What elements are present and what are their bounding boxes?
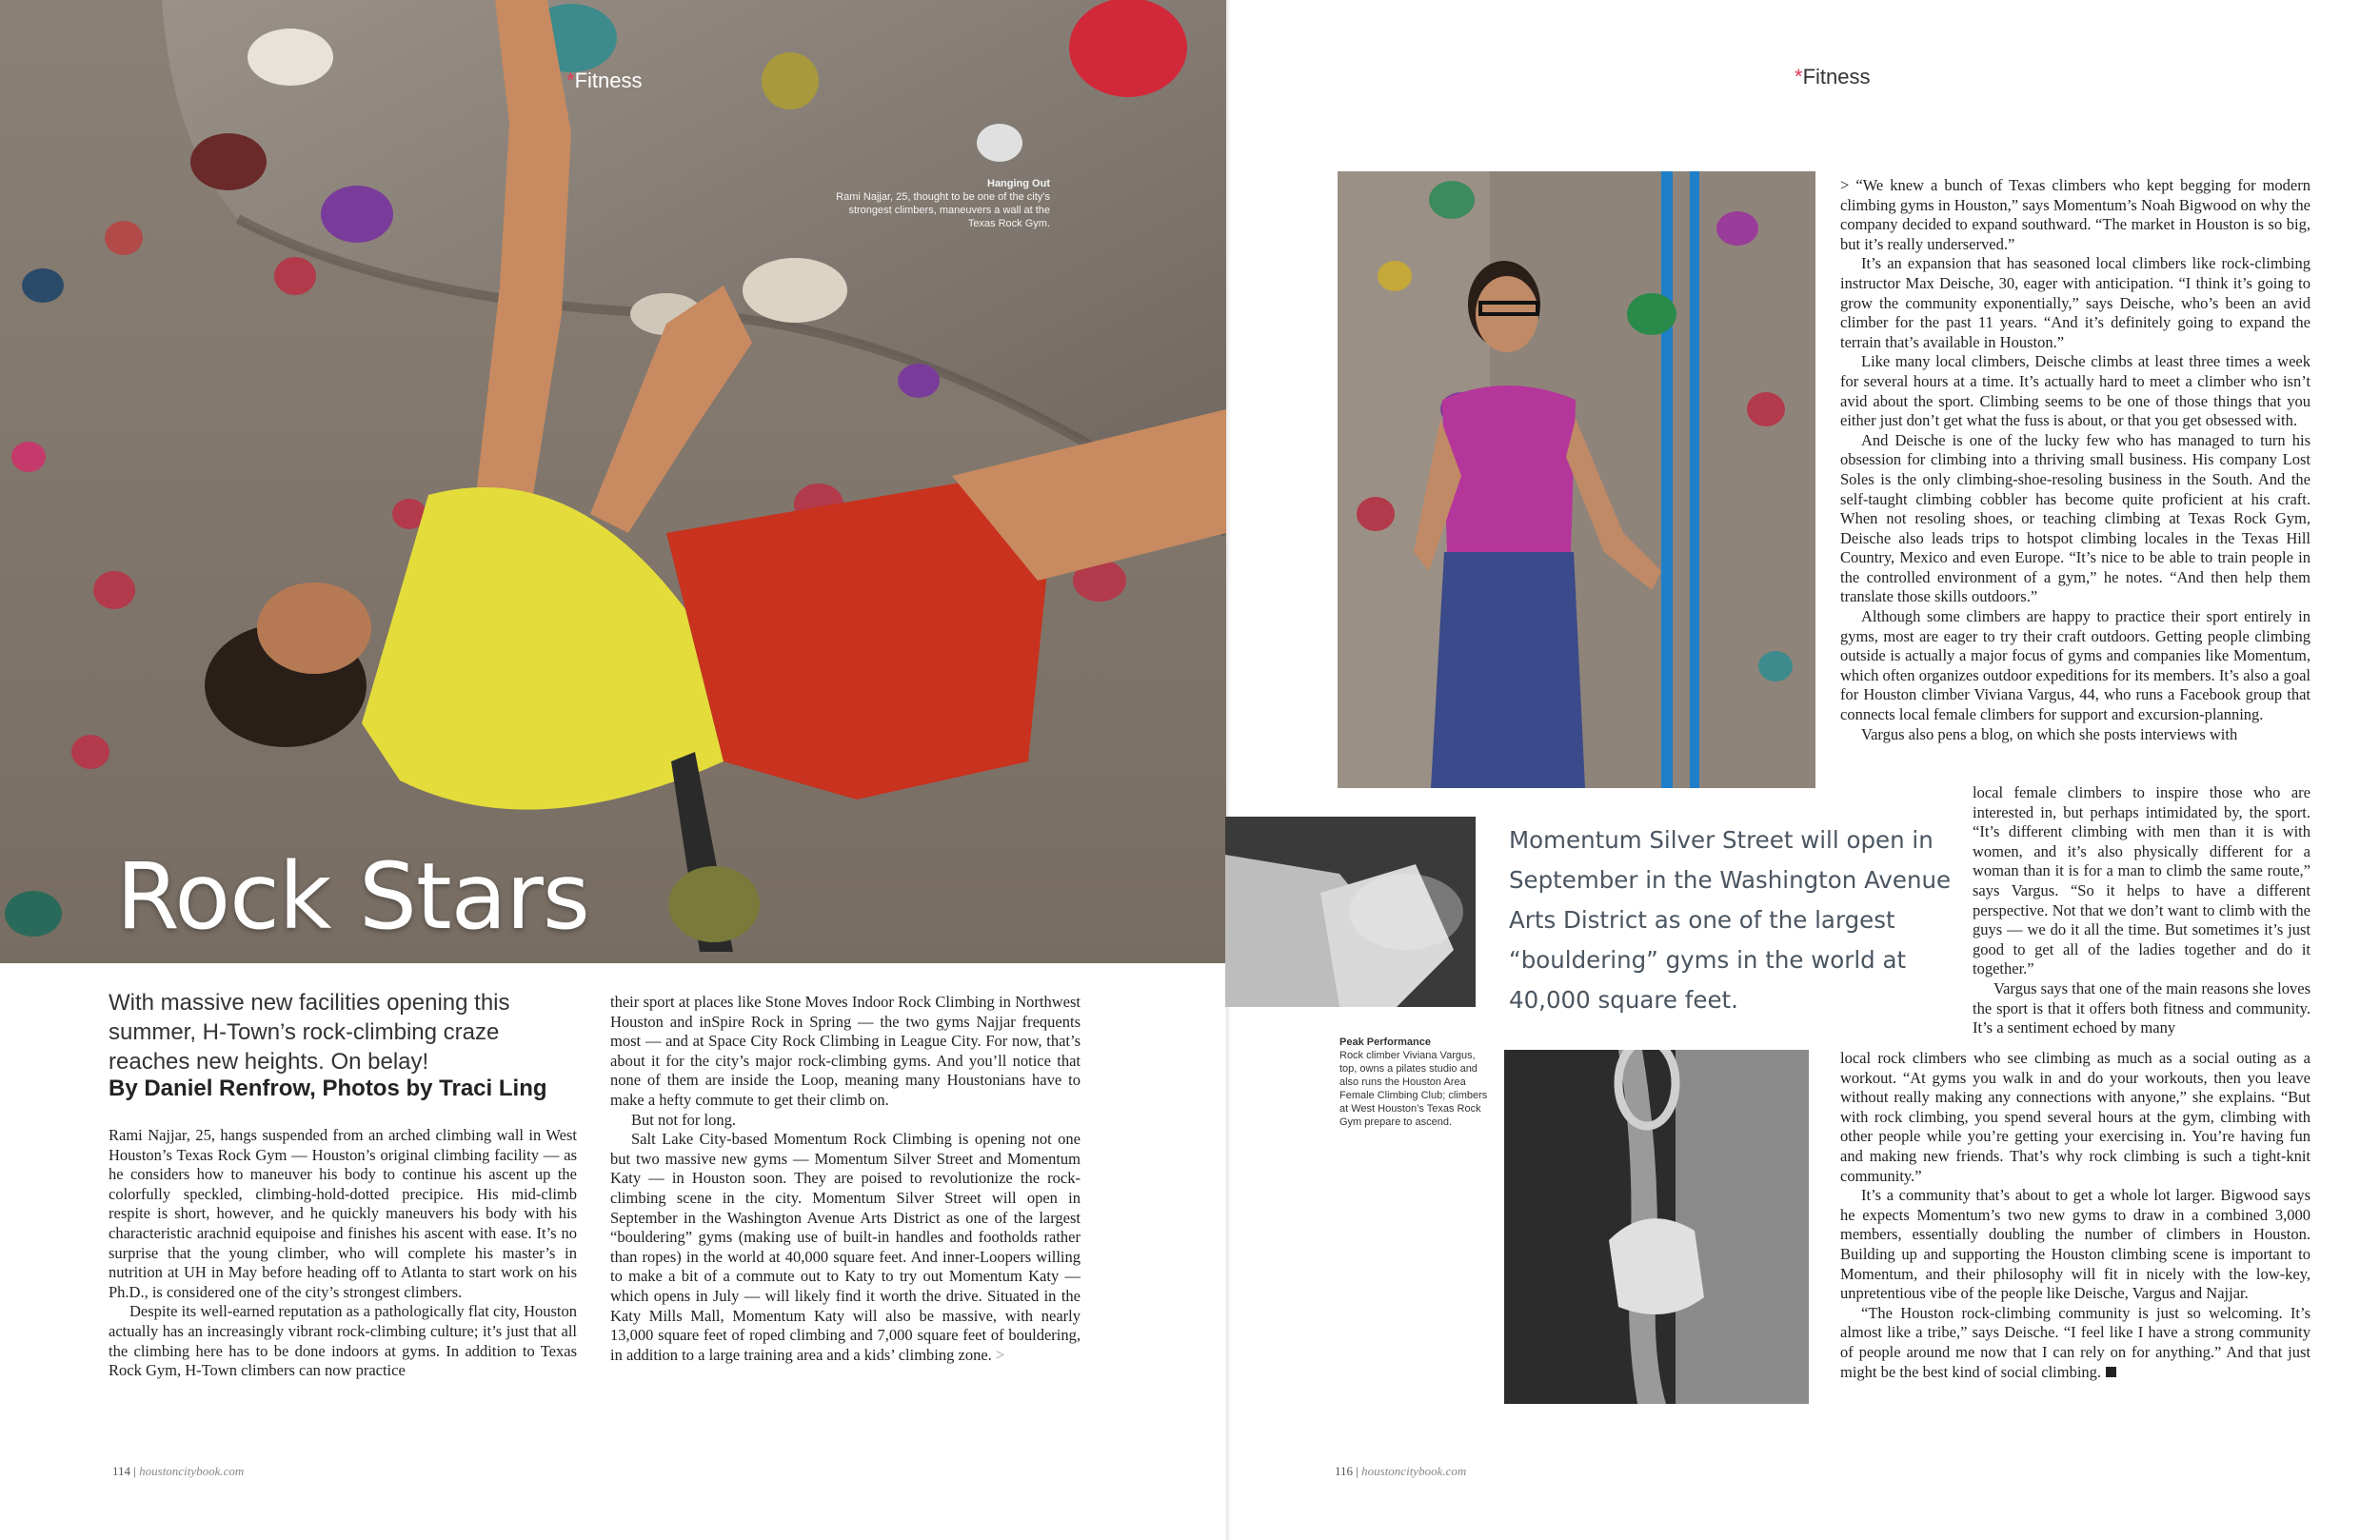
woman-illustration [1338, 171, 1815, 788]
right-column-bottom [1840, 1049, 2311, 1382]
photo-rope-grip [1504, 1050, 1809, 1404]
photo-caption-text: Rock climber Viviana Vargus, top, owns a pilates studio and also runs the Houston Area Female Climbing Club; climbers at West Houston’s Texas Rock Gym prepare to ascend. [1339, 1050, 1488, 1128]
section-tag [566, 69, 642, 93]
paragraph: Rami Najjar, 25, hangs suspended from an arched climbing wall in West Houston’s Texas Rock Gym — Houston’s original climbing facility — as he considers how to maneuver his body to continue his ascent up the colorfully speckled, climbing-hold-dotted precipice. His mid-climb respite is short, however, and he quickly maneuvers his body with his characteristic arachnid equipoise and finishes his ascent with ease. It’s no surprise that the young climber, who will complete his master’s in nutrition at UH in May before heading off to Atlanta to start work on his Ph.D., is considered one of the city’s strongest climbers. [109, 1126, 577, 1301]
hero-illustration [0, 0, 1226, 963]
paragraph [610, 1130, 1081, 1365]
section-label: Fitness [574, 69, 643, 92]
left-column-2 [610, 993, 1081, 1365]
page-number: 116 [1335, 1464, 1354, 1478]
page-number: 114 [112, 1464, 131, 1478]
paragraph: Like many local climbers, Deische climbs at least three times a week for several hours at a time. It’s actually hard to meet a climber who isn’t avid about the sport. Climbing seems to be one of those things that you either just don’t get what the fuss is about, or that you get obsessed with. [1840, 352, 2311, 430]
paragraph: Vargus also pens a blog, on which she posts interviews with [1861, 724, 2238, 743]
paragraph-text: Salt Lake City-based Momentum Rock Climbing is opening not one but two massive new gyms — Momentum Silver Street and Momentum Katy — in Houston soon. They are poised to revolutionize the rock-climbing scene in the city. Momentum Silver Street will open in September in the Washington Avenue Arts District as one of the largest “bouldering” gyms (making use of built-in handles and footholds rather than ropes) in the world at 40,000 square feet. And inner-Loopers willing to make a bit of a commute out to Katy to try out Momentum Katy — which opens in July — will likely find it worth the drive. Situated in the Katy Mills Mall, Momentum Katy will also be massive, with nearly 13,000 square feet of roped climbing and 7,000 square feet of bouldering, in addition to a large training area and a kids’ climbing zone. [610, 1130, 1081, 1364]
paragraph: Despite its well-earned reputation as a pathologically flat city, Houston actually has an increasingly vibrant rock-climbing culture; it’s just that all the climbing here has to be done indoors at gyms. In addition to Texas Rock Gym, H-Town climbers can now practice [109, 1302, 577, 1380]
site-name: houstoncitybook.com [1361, 1464, 1467, 1478]
hero-photo [0, 0, 1226, 963]
photo-caption-title: Peak Performance [1339, 1037, 1431, 1048]
paragraph: local rock climbers who see climbing as much as a social outing as a workout. “At gyms you walk in and do your workouts, then you leave without really making any connections with anyone,” she explains. “But with rock climbing, you spend several hours at the gym, climbing with other people while you’re getting your exercising in. You’re having fun and making new friends. That’s why rock climbing is such a tight-knit community.” [1840, 1049, 2311, 1185]
site-name: houstoncitybook.com [139, 1464, 245, 1478]
paragraph: local female climbers to inspire those who are interested in, but perhaps intimidated by, the sport. “It’s different climbing with men than it is with women, and it’s also physically different for a woman than it is for a man to climb the same route,” says Vargus. “So it helps to have a different perspective. Not that we don’t want to climb with the guys — we do it all the time. But sometimes it’s just good to get all of the ladies together and do it together.” [1973, 783, 2311, 978]
paragraph: Vargus says that one of the main reasons she loves the sport is that it offers both fitness and community. It’s a sentiment echoed by many [1973, 978, 2311, 1037]
left-column-1 [109, 1126, 577, 1381]
section-star-icon: * [566, 69, 575, 92]
paragraph: > “We knew a bunch of Texas climbers who kept begging for modern climbing gyms in Houston,” says Momentum’s Noah Bigwood on why the company decided to expand southward. “The market in Houston is so big, but it’s really underserved.” [1840, 176, 2311, 253]
byline: By Daniel Renfrow, Photos by Traci Ling [109, 1076, 547, 1101]
headline: Rock Stars [116, 843, 589, 950]
photo-woman-climber [1338, 171, 1815, 788]
rope-illustration [1504, 1050, 1809, 1404]
hero-caption-title: Hanging Out [987, 178, 1050, 189]
section-star-icon: * [1795, 65, 1803, 89]
paragraph: It’s an expansion that has seasoned local climbers like rock-climbing instructor Max Deische, 30, eager with anticipation. “I think it’s going to grow the community exponentially,” says Deische, who’s been an avid climber for the past 11 years. “And it’s definitely going to expand the terrain that’s available in Houston.” [1840, 254, 2311, 351]
section-tag-right [1795, 65, 1870, 89]
pullquote: Momentum Silver Street will open in September in the Washington Avenue Arts District as one of the largest “bouldering” gyms in the world at 40,000 square feet. [1509, 826, 1952, 1014]
continue-mark: > [995, 1345, 1005, 1364]
paragraph: And Deische is one of the lucky few who has managed to turn his obsession for climbing into a thriving small business. His company Lost Soles is the only climbing-shoe-resoling business in the South. And the self-taught climbing cobbler has become quite proficient at his craft. When not resoling shoes, or teaching climbing at Texas Rock Gym, Deische also leads trips to hotspot climbing locales in the Texas Hill Country, Mexico and even Europe. “It’s nice to be able to train people in the controlled environment of a gym,” he notes. “And then help them translate those skills outdoors.” [1840, 430, 2311, 606]
photo-caption [1339, 1036, 1492, 1129]
right-column-middle [1973, 783, 2311, 1038]
hands-illustration [1225, 817, 1476, 1007]
right-column-top [1840, 176, 2311, 744]
section-label: Fitness [1802, 65, 1871, 89]
hero-caption-text: Rami Najjar, 25, thought to be one of the city’s strongest climbers, maneuvers a wall at the Texas Rock Gym. [836, 191, 1050, 229]
spine-gutter [1226, 0, 1230, 1540]
paragraph: But not for long. [631, 1110, 736, 1129]
hero-caption [826, 177, 1050, 230]
folio-right: 116 | houstoncitybook.com [1335, 1464, 1467, 1478]
paragraph: It’s a community that’s about to get a whole lot larger. Bigwood says he expects Momentum’s two new gyms to draw in a combined 3,000 members, essentially doubling the number of climbers in Houston. Building up and supporting the Houston climbing scene is important to Momentum, and their philosophy will fit in nicely with the low-key, unpretentious vibe of the people like Deische, Vargus and Najjar. [1840, 1186, 2311, 1303]
paragraph: Although some climbers are happy to practice their sport entirely in gyms, most are eager to try their craft outdoors. Getting people climbing outside is actually a major focus of gyms and companies like Momentum, which often organizes outdoor expeditions for its members. It’s also a goal for Houston climber Viviana Vargus, 44, who runs a Facebook group that connects local female climbers for support and excursion-planning. [1840, 607, 2311, 724]
paragraph [1840, 1304, 2311, 1382]
deck: With massive new facilities opening this summer, H-Town’s rock-climbing craze reaches new heights. On belay! [109, 990, 510, 1075]
folio-left: 114 | houstoncitybook.com [112, 1464, 245, 1478]
photo-chalked-hands [1225, 817, 1476, 1007]
paragraph: their sport at places like Stone Moves Indoor Rock Climbing in Northwest Houston and inSpire Rock in Spring — the two gyms Najjar frequents most — and at Space City Rock Climbing in League City. For now, that’s about it for the city’s major rock-climbing gyms. And you’ll notice that none of them are inside the Loop, meaning many Houstonians have to make a hefty commute to get their climb on. [610, 993, 1081, 1109]
paragraph-text: “The Houston rock-climbing community is just so welcoming. It’s almost like a tribe,” says Deische. “I feel like I have a strong community of people around me now that I can rely on for anything.” And that just might be the best kind of social climbing. [1840, 1303, 2311, 1381]
end-mark-icon [2106, 1367, 2116, 1377]
